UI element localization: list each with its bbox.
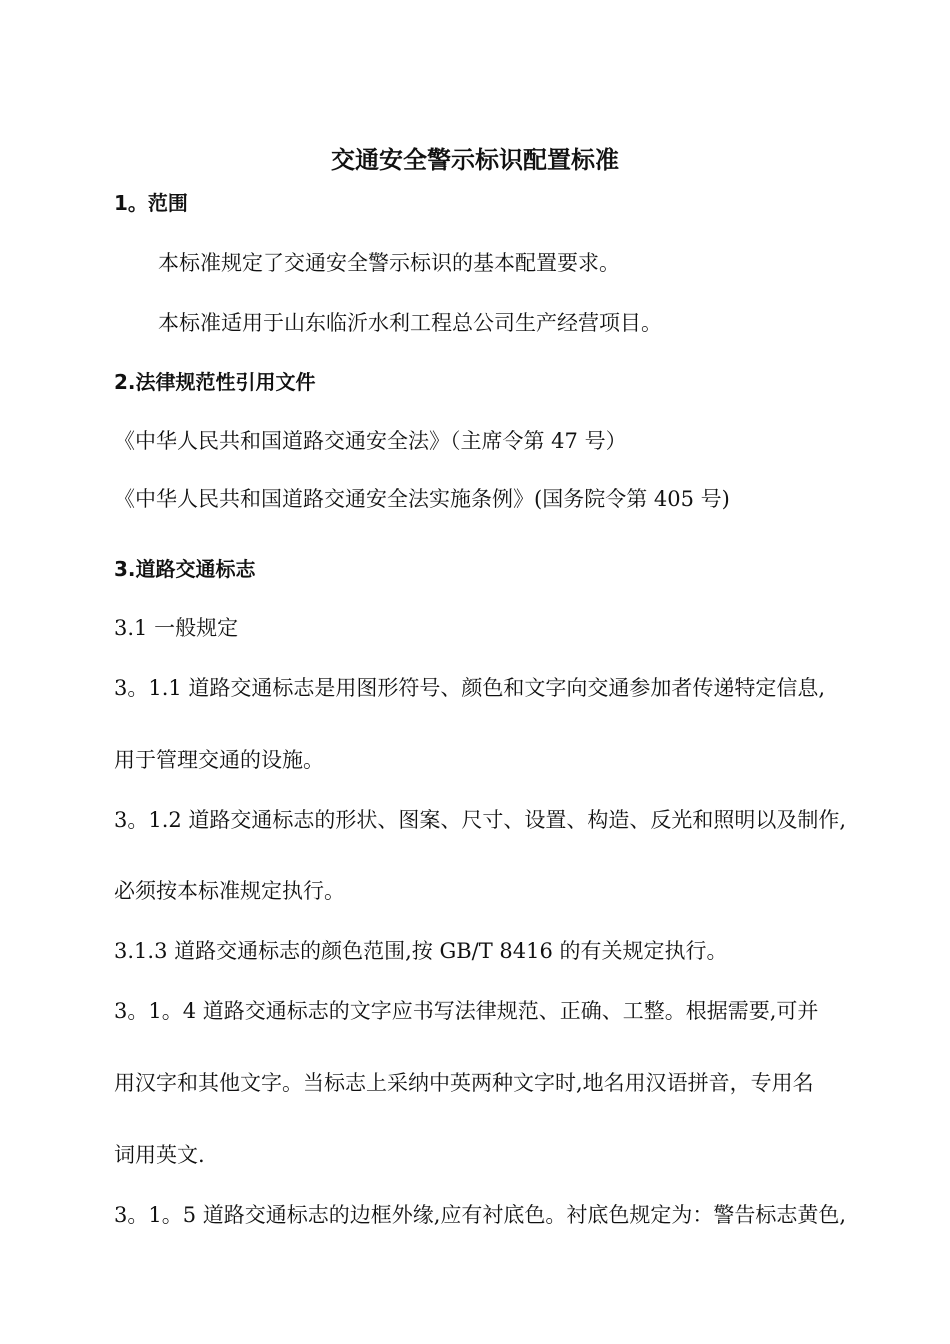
item-3-1-2-line-2: 必须按本标准规定执行。 xyxy=(114,879,345,903)
reference-2: 《中华人民共和国道路交通安全法实施条例》(国务院令第 405 号) xyxy=(114,487,730,511)
item-3-1-4-line-3: 词用英文. xyxy=(114,1143,205,1167)
item-3-1-2-line-1: 3。1.2 道路交通标志的形状、图案、尺寸、设置、构造、反光和照明以及制作, xyxy=(114,808,847,832)
document-title: 交通安全警示标识配置标准 xyxy=(331,146,619,174)
section-1-paragraph-2: 本标准适用于山东临沂水利工程总公司生产经营项目。 xyxy=(158,311,662,335)
item-3-1-4-line-2: 用汉字和其他文字。当标志上采纳中英两种文字时,地名用汉语拼音，专用名 xyxy=(114,1071,814,1095)
section-3-heading: 3.道路交通标志 xyxy=(114,557,256,581)
section-1-heading: 1。范围 xyxy=(114,191,188,215)
section-2-heading: 2.法律规范性引用文件 xyxy=(114,370,316,394)
item-3-1-4-line-1: 3。1。4 道路交通标志的文字应书写法律规范、正确、工整。根据需要,可并 xyxy=(114,999,819,1023)
reference-1: 《中华人民共和国道路交通安全法》（主席令第 47 号） xyxy=(114,429,627,453)
item-3-1-1-line-2: 用于管理交通的设施。 xyxy=(114,748,324,772)
item-3-1-3-line-1: 3.1.3 道路交通标志的颜色范围,按 GB/T 8416 的有关规定执行。 xyxy=(114,939,728,963)
item-3-1-1-line-1: 3。1.1 道路交通标志是用图形符号、颜色和文字向交通参加者传递特定信息, xyxy=(114,676,826,700)
section-1-paragraph-1: 本标准规定了交通安全警示标识的基本配置要求。 xyxy=(158,251,620,275)
item-3-1-5-line-1: 3。1。5 道路交通标志的边框外缘,应有衬底色。衬底色规定为：警告标志黄色, xyxy=(114,1203,847,1227)
subsection-3-1: 3.1 一般规定 xyxy=(114,616,239,640)
